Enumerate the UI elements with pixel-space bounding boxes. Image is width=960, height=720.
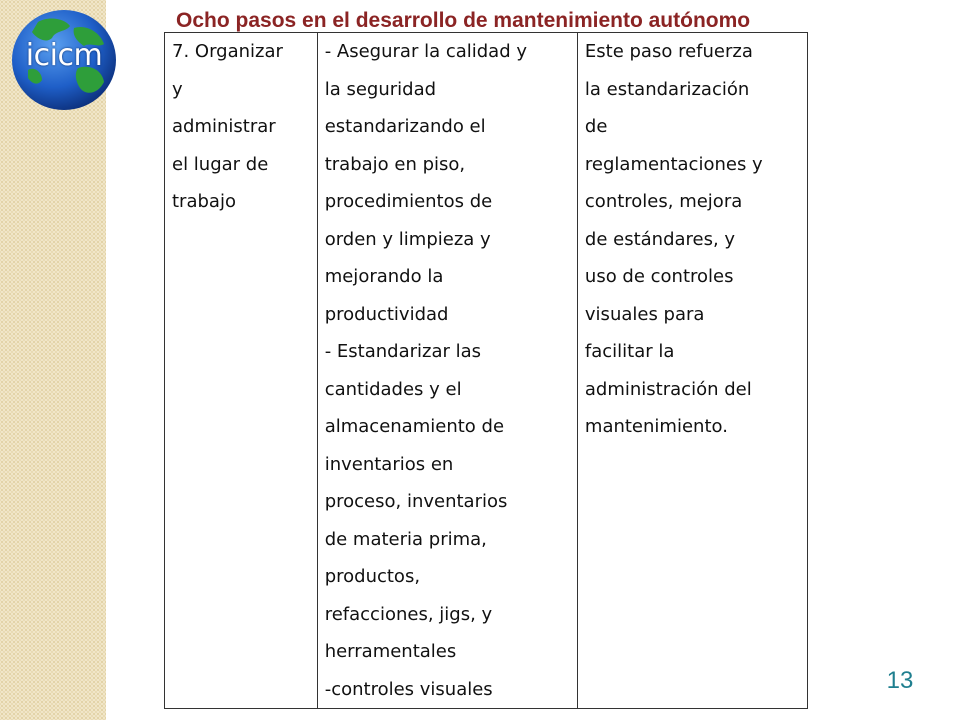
activities-line: proceso, inventarios <box>324 491 508 512</box>
activities-line: -controles visuales <box>324 678 493 700</box>
activities-line: trabajo en piso, <box>324 153 466 175</box>
description-line: facilitar la <box>584 341 675 362</box>
logo-text: icicm <box>25 38 103 73</box>
table-row <box>165 33 808 709</box>
step-line: administrar <box>172 116 276 137</box>
activities-line: procedimientos de <box>324 191 493 212</box>
activities-cell <box>317 33 577 709</box>
description-line: de <box>584 116 608 137</box>
slide-title: Ocho pasos en el desarrollo de mantenimiento autónomo <box>176 9 751 32</box>
activities-line: almacenamiento de <box>324 416 505 437</box>
activities-line: - Estandarizar las <box>324 341 482 362</box>
page-number: 13 <box>886 667 914 694</box>
description-line: uso de controles <box>584 266 734 287</box>
description-line: Este paso refuerza <box>584 41 753 62</box>
description-line: la estandarización <box>584 78 750 100</box>
activities-line: mejorando la <box>324 266 444 287</box>
activities-line: la seguridad <box>324 78 437 100</box>
steps-table <box>164 32 808 709</box>
description-line: mantenimiento. <box>584 416 728 437</box>
description-line: de estándares, y <box>584 228 736 250</box>
activities-line: refacciones, jigs, y <box>324 603 493 625</box>
activities-line: productividad <box>324 303 449 325</box>
description-line: controles, mejora <box>584 191 743 212</box>
description-cell <box>577 33 807 709</box>
description-line: reglamentaciones y <box>584 153 763 175</box>
activities-line: inventarios en <box>324 453 454 475</box>
step-cell <box>165 33 318 709</box>
activities-line: herramentales <box>324 641 457 662</box>
step-line: el lugar de <box>172 153 269 175</box>
activities-line: estandarizando el <box>324 116 486 137</box>
activities-line: - Asegurar la calidad y <box>324 41 528 62</box>
activities-line: orden y limpieza y <box>324 228 491 250</box>
activities-line: cantidades y el <box>324 378 462 400</box>
step-line: 7. Organizar <box>172 41 283 62</box>
activities-line: de materia prima, <box>324 528 487 550</box>
description-line: administración del <box>584 378 752 400</box>
step-line: trabajo <box>172 191 236 212</box>
description-line: visuales para <box>584 303 705 325</box>
activities-line: productos, <box>324 566 421 587</box>
step-line: y <box>172 78 183 100</box>
